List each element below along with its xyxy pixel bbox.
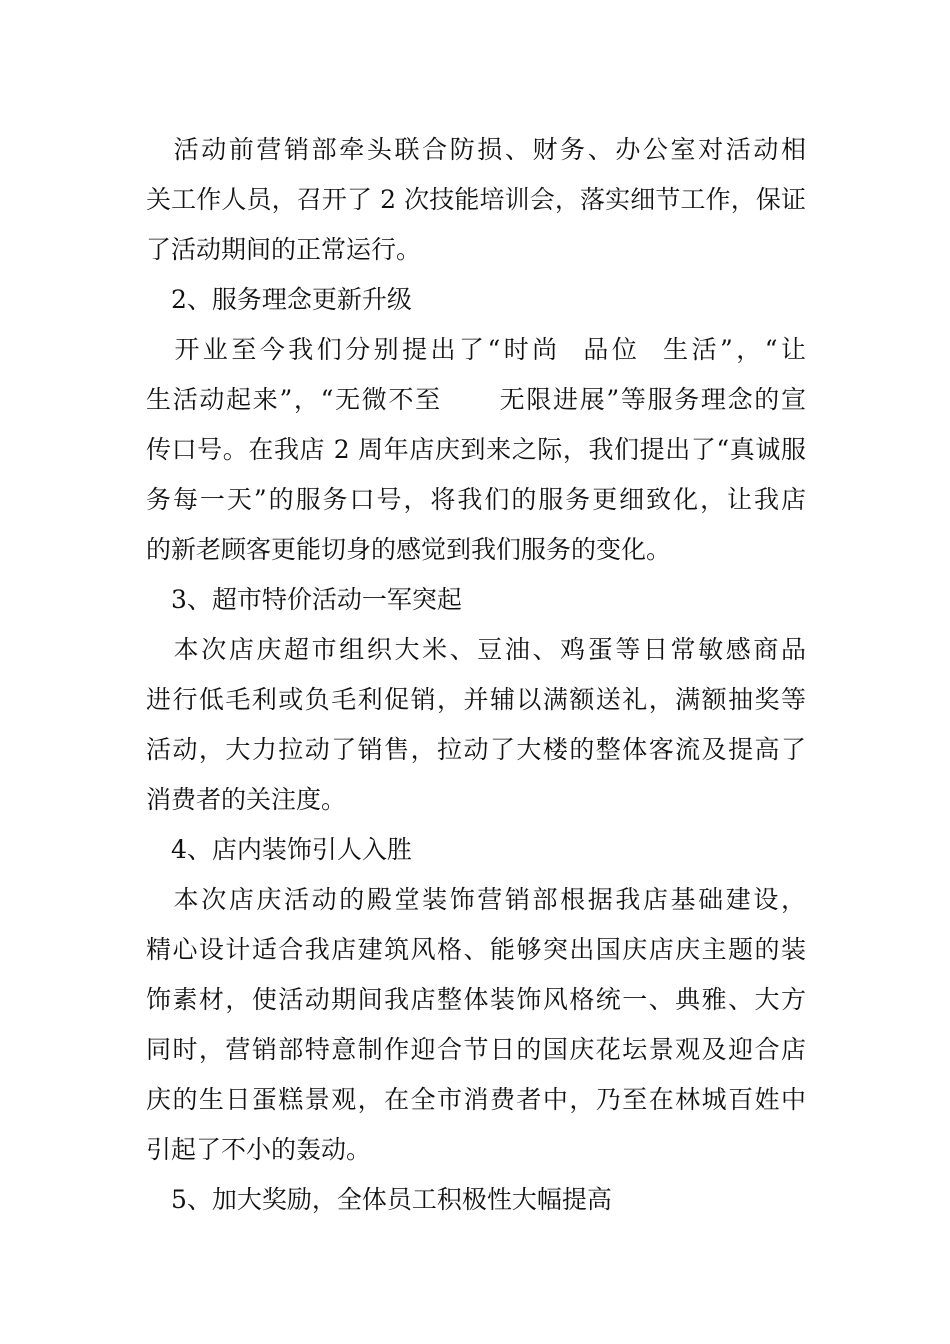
paragraph-line: 饰素材，使活动期间我店整体装饰风格统一、典雅、大方 [146,985,806,1014]
section-heading: 2、服务理念更新升级 [146,285,412,314]
paragraph-line: 同时，营销部特意制作迎合节日的国庆花坛景观及迎合店 [146,1035,806,1064]
section-heading: 4、店内装饰引人入胜 [146,835,412,864]
paragraph-line: 消费者的关注度。 [146,785,347,814]
paragraph-line: 活动，大力拉动了销售，拉动了大楼的整体客流及提高了 [146,735,806,764]
paragraph-line: 本次店庆超市组织大米、豆油、鸡蛋等日常敏感商品 [146,635,806,664]
paragraph-line: 生活动起来”，“无微不至 无限进展”等服务理念的宣 [146,385,806,414]
section-heading: 5、加大奖励，全体员工积极性大幅提高 [146,1185,612,1214]
paragraph-line: 开业至今我们分别提出了“时尚 品位 生活”，“让 [146,335,806,364]
paragraph-line: 的新老顾客更能切身的感觉到我们服务的变化。 [146,535,672,564]
paragraph-line: 了活动期间的正常运行。 [146,235,422,264]
paragraph-line: 传口号。在我店 2 周年店庆到来之际，我们提出了“真诚服 [146,435,806,464]
section-heading: 3、超市特价活动一军突起 [146,585,462,614]
paragraph-line: 关工作人员，召开了 2 次技能培训会，落实细节工作，保证 [146,185,806,214]
paragraph-line: 进行低毛利或负毛利促销，并辅以满额送礼，满额抽奖等 [146,685,806,714]
paragraph-line: 引起了不小的轰动。 [146,1135,372,1164]
paragraph-line: 精心设计适合我店建筑风格、能够突出国庆店庆主题的装 [146,935,806,964]
paragraph-line: 庆的生日蛋糕景观，在全市消费者中，乃至在林城百姓中 [146,1085,806,1114]
paragraph-line: 本次店庆活动的殿堂装饰营销部根据我店基础建设， [146,885,806,914]
paragraph-line: 务每一天”的服务口号，将我们的服务更细致化，让我店 [146,485,806,514]
paragraph-line: 活动前营销部牵头联合防损、财务、办公室对活动相 [146,135,806,164]
